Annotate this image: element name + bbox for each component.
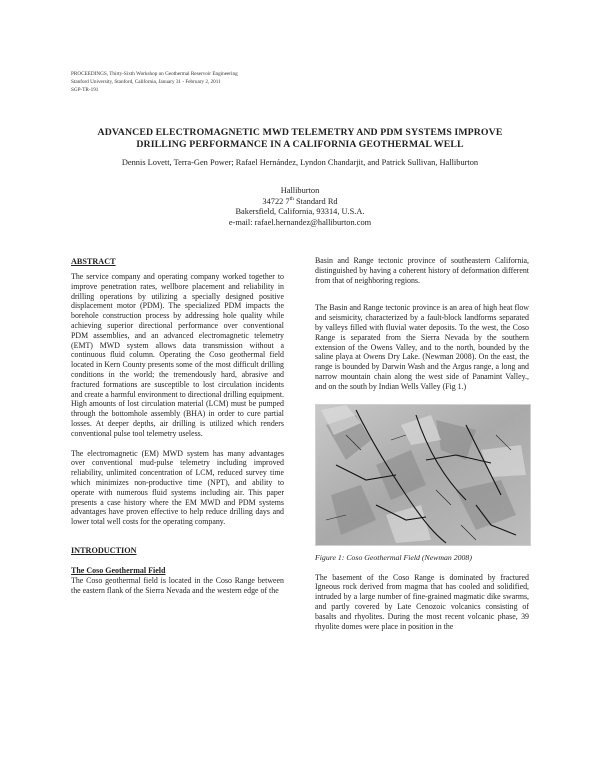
affiliation-email: e-mail: rafael.hernandez@halliburton.com [228,217,372,227]
figure-caption: Figure 1: Coso Geothermal Field (Newman 2008) [315,552,472,562]
right-paragraph-3: The basement of the Coso Range is dominated by fractured Igneous rock derived from magma that has cooled and solidified, intruded by a large number of fine-grained magmatic dike swarms, and partly covered by Late Cenozoic volcanics consisting of basalts and rhyolites. During the most recent volcanic phase, 39 rhyolite domes were place in position in the [315,572,529,631]
report-number: SGP-TR-191 [71,87,99,93]
left-column [71,256,284,596]
affiliation-block [100,186,500,228]
coso-field-heading: The Coso Geothermal Field [71,565,166,575]
proceedings-line-2: Stanford University, Stanford, California, January 31 - February 2, 2011 [71,79,221,85]
affiliation-street [100,197,500,208]
abstract-paragraph-1: The service company and operating company worked together to improve penetration rates, wellbore placement and reliability in drilling operations by utilizing a specially designed positive displacement motor (PDM). The specialized PDM impacts the borehole construction process by addressing hole quality while achieving superior directional performance over conventional PDM assemblies, and an advanced electromagnetic telemetry (EMT) MWD system allows data transmission without a continuous fluid column. Operating the Coso geothermal field located in Kern County presents some of the most difficult drilling conditions in the world; the tremendously hard, abrasive and fractured formations are susceptible to lost circulation incidents and create a harmful environment to directional drilling equipment. High amounts of lost circulation material (LCM) must be pumped through the bottomhole assembly (BHA) in order to cure partial losses. At deeper depths, air drilling is utilized which renders conventional pulse tool telemetry useless. [71,272,284,438]
shaded-relief-map [316,405,530,545]
right-paragraph-1: Basin and Range tectonic province of southeastern California, distinguished by having a coherent history of deformation different from that of neighboring regions. [315,256,529,285]
coso-paragraph-1: The Coso geothermal field is located in the Coso Range between the eastern flank of the Sierra Nevada and the western edge of the [71,575,284,595]
title-line-1: ADVANCED ELECTROMAGNETIC MWD TELEMETRY AND PDM SYSTEMS IMPROVE [97,127,503,138]
right-column [315,256,529,631]
affiliation-company: Halliburton [280,186,320,195]
proceedings-line-1: PROCEEDINGS, Thirty-Sixth Workshop on Geothermal Reservoir Engineering [71,71,238,77]
street-number: 34722 7 [262,196,290,206]
abstract-paragraph-2: The electromagnetic (EM) MWD system has many advantages over conventional mud-pulse telemetry including improved reliability, unlimited concentration of LCM, reduced survey time which minimizes non-productive time (NPT), and ability to operate with numerous fluid systems including air. This paper presents a case history where the EM MWD and PDM systems advantages have proven effective to help reduce drilling days and lower total well costs for the operating company. [71,448,284,527]
abstract-heading: ABSTRACT [71,257,116,266]
proceedings-header [71,70,238,94]
street-rest: Standard Rd [293,196,338,206]
street-superscript: th [289,195,294,202]
author-list: Dennis Lovett, Terra-Gen Power; Rafael Hernández, Lyndon Chandarjit, and Patrick Sullivan, Halliburton [121,158,479,167]
title-line-2: DRILLING PERFORMANCE IN A CALIFORNIA GEOTHERMAL WELL [136,139,464,150]
affiliation-city: Bakersfield, California, 93314, U.S.A. [235,207,365,217]
coso-map-figure [315,404,531,546]
paper-title [60,127,540,151]
introduction-heading: INTRODUCTION [71,545,137,555]
right-paragraph-2: The Basin and Range tectonic province is an area of high heat flow and seismicity, characterized by a fault-block landforms separated by valleys filled with fluvial water deposits. To the west, the Coso Range is separated from the Sierra Nevada by the southern extension of the Owens Valley, and to the north, bounded by the saline playa at Owens Dry Lake. (Newman 2008). On the east, the range is bounded by Darwin Wash and the Argus range, a long and narrow mountain chain along the west side of Panamint Valley., and on the south by Indian Wells Valley (Fig 1.) [315,303,529,391]
